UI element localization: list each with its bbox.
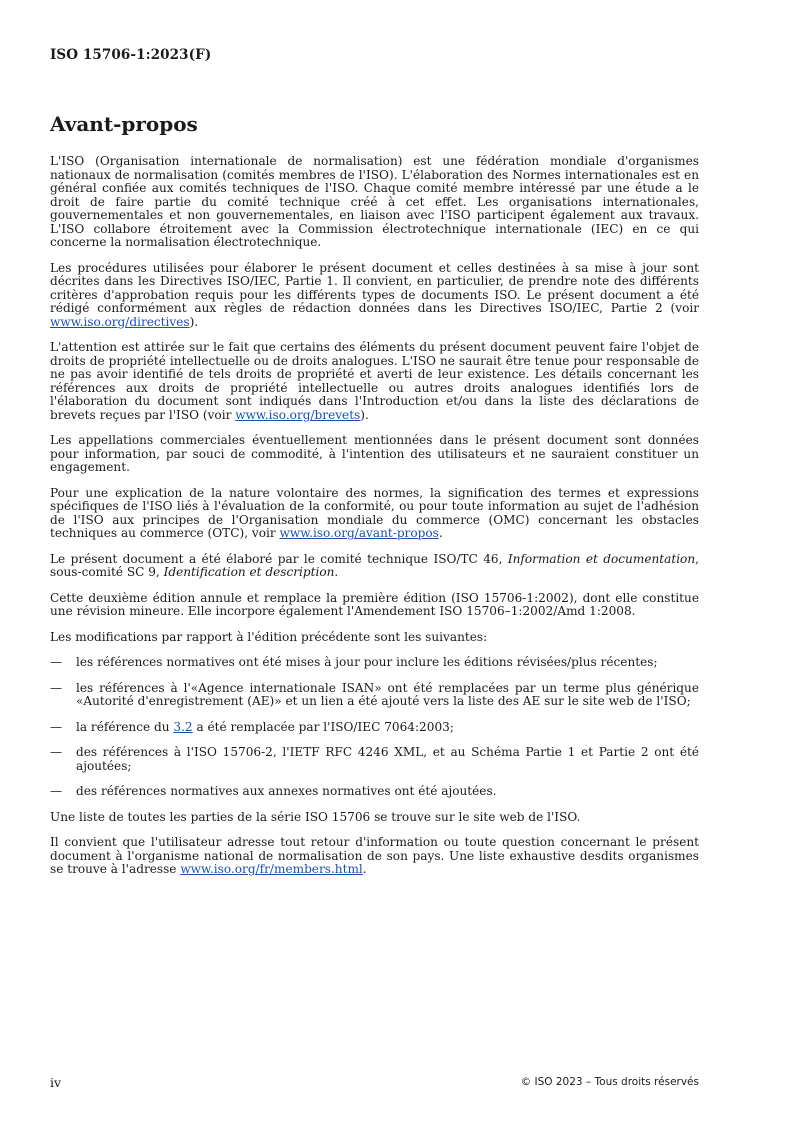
- dash-bullet: —: [50, 745, 63, 759]
- link-brevets[interactable]: www.iso.org/brevets: [235, 407, 361, 422]
- list-item: — des références normatives aux annexes normatives ont été ajoutées.: [50, 784, 497, 798]
- paragraph-6: Le présent document a été élaboré par le comité technique ISO/TC 46, Information et documentation, sous-comité SC 9, Identification et description.: [50, 551, 699, 579]
- paragraph-2: Les procédures utilisées pour élaborer le présent document et celles destinées à sa mise à jour sont décrites dans les Directives ISO/IEC, Partie 1. Il convient, en particulier, de prendre note des différents critères d'approbation requis pour les différents types de documents ISO. Le présent document a été rédigé conformément aux règles de rédaction données dans les Directives ISO/IEC, Partie 2 (voir www.iso.org/directives).: [50, 260, 699, 329]
- list-item: — les références à l'«Agence internationale ISAN» ont été remplacées par un terme plus générique «Autorité d'enregistrement (AE)» et un lien a été ajouté vers la liste des AE sur le site web de l'ISO;: [50, 680, 699, 708]
- paragraph-1: L'ISO (Organisation internationale de normalisation) est une fédération mondiale d'organismes nationaux de normalisation (comités membres de l'ISO). L'élaboration des Normes internationales est en général confiée aux comités techniques de l'ISO. Chaque comité membre intéressé par une étude a le droit de faire partie du comité technique créé à cet effet. Les organisations internationales, gouvernementales et non gouvernementales, en liaison avec l'ISO participent également aux travaux. L'ISO collabore étroitement avec la Commission électrotechnique internationale (IEC) en ce qui concerne la normalisation électrotechnique.: [50, 154, 699, 249]
- link-clause-3-2[interactable]: 3.2: [173, 719, 193, 734]
- list-item: — la référence du 3.2 a été remplacée par l'ISO/IEC 7064:2003;: [50, 719, 454, 734]
- paragraph-5: Pour une explication de la nature volontaire des normes, la signification des termes et expressions spécifiques de l'ISO liés à l'évaluation de la conformité, ou pour toute information au sujet de l'adhésion de l'ISO aux principes de l'Organisation mondiale du commerce (OMC) concernant les obstacles techniques au commerce (OTC), voir www.iso.org/avant-propos.: [50, 485, 699, 540]
- page-title: Avant-propos: [50, 112, 198, 136]
- dash-bullet: —: [50, 719, 63, 734]
- dash-bullet: —: [50, 655, 63, 669]
- link-members[interactable]: www.iso.org/fr/members.html: [180, 862, 363, 876]
- copyright-notice: © ISO 2023 – Tous droits réservés: [520, 1076, 699, 1088]
- dash-bullet: —: [50, 784, 63, 798]
- paragraph-4: Les appellations commerciales éventuellement mentionnées dans le présent document sont données pour information, par souci de commodité, à l'intention des utilisateurs et ne sauraient constituer un engagement.: [50, 433, 699, 474]
- link-directives[interactable]: www.iso.org/directives: [50, 314, 190, 329]
- list-item: — des références à l'ISO 15706-2, l'IETF RFC 4246 XML, et au Schéma Partie 1 et Partie 2 ont été ajoutées;: [50, 745, 699, 773]
- paragraph-7: Cette deuxième édition annule et remplace la première édition (ISO 15706-1:2002), dont elle constitue une révision mineure. Elle incorpore également l'Amendement ISO 15706–1:2002/Amd 1:2008.: [50, 590, 699, 618]
- paragraph-9: Une liste de toutes les parties de la série ISO 15706 se trouve sur le site web de l'ISO.: [50, 809, 581, 824]
- list-item: — les références normatives ont été mises à jour pour inclure les éditions révisées/plus récentes;: [50, 655, 658, 669]
- dash-bullet: —: [50, 680, 63, 695]
- page-number: iv: [50, 1075, 62, 1090]
- paragraph-10: Il convient que l'utilisateur adresse tout retour d'information ou toute question concernant le présent document à l'organisme national de normalisation de son pays. Une liste exhaustive desdits organismes se trouve à l'adresse www.iso.org/fr/members.html.: [50, 835, 699, 876]
- link-avant-propos[interactable]: www.iso.org/avant-propos: [279, 526, 439, 540]
- foreword-body: [50, 155, 699, 889]
- document-id: ISO 15706-1:2023(F): [50, 47, 212, 63]
- paragraph-3: L'attention est attirée sur le fait que certains des éléments du présent document peuvent faire l'objet de droits de propriété intellectuelle ou de droits analogues. L'ISO ne saurait être tenue pour responsable de ne pas avoir identifié de tels droits de propriété et averti de leur existence. Les détails concernant les références aux droits de propriété intellectuelle ou autres droits analogues identifiés lors de l'élaboration du document sont indiqués dans l'Introduction et/ou dans la liste des déclarations de brevets reçues par l'ISO (voir www.iso.org/brevets).: [50, 340, 699, 422]
- paragraph-8: Les modifications par rapport à l'édition précédente sont les suivantes:: [50, 629, 488, 644]
